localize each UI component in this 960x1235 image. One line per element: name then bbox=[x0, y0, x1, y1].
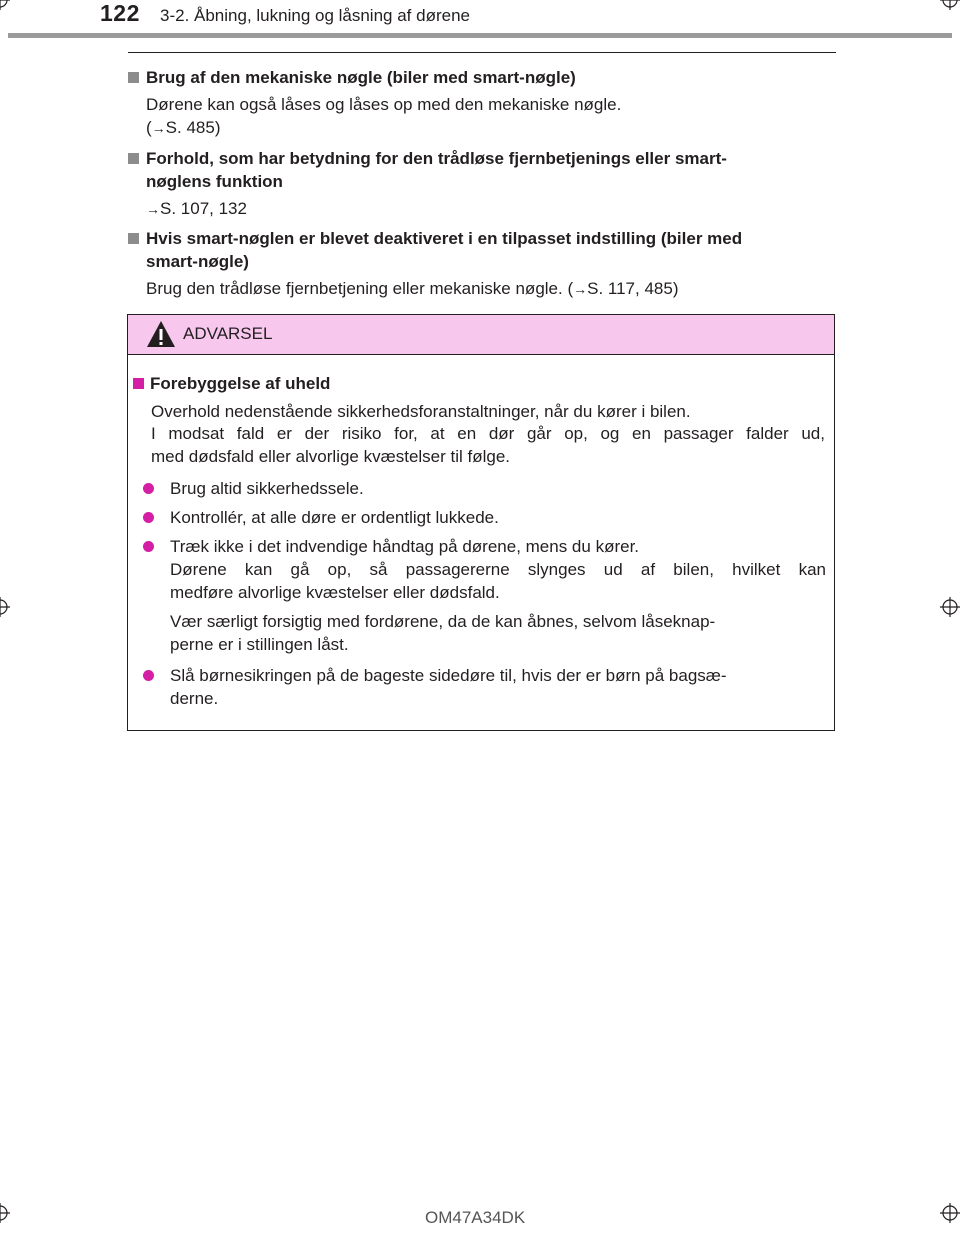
crosshair-registration-icon bbox=[0, 597, 10, 617]
section-heading: Forhold, som har betydning for den trådløse fjernbetjenings eller smart- bbox=[128, 147, 727, 170]
warning-bullet-line: medføre alvorlige kvæstelser eller dødsfald. bbox=[170, 583, 500, 602]
warning-bullet-line: Dørene kan gå op, så passagererne slynges ud af bilen, hvilket kan bbox=[170, 560, 826, 579]
square-bullet-icon bbox=[128, 233, 139, 244]
page-section-title: 3-2. Åbning, lukning og låsning af dørene bbox=[160, 6, 470, 25]
warning-title: ADVARSEL bbox=[183, 324, 273, 343]
section-text: Brug den trådløse fjernbetjening eller mekaniske nøgle. (→S. 117, 485) bbox=[146, 279, 679, 298]
content-top-rule bbox=[128, 52, 836, 53]
header-rule bbox=[8, 33, 952, 38]
warning-triangle-icon bbox=[146, 320, 176, 348]
section-heading: Brug af den mekaniske nøgle (biler med smart-nøgle) bbox=[128, 66, 576, 89]
warning-box bbox=[127, 314, 835, 731]
bullet-dot-icon bbox=[143, 483, 154, 494]
section-heading: Hvis smart-nøglen er blevet deaktiveret i en tilpasset indstilling (biler med bbox=[128, 227, 742, 250]
warning-header bbox=[128, 315, 834, 355]
warning-bullet: Slå børnesikringen på de bageste sidedøre til, hvis der er børn på bagsæ- bbox=[170, 666, 727, 685]
crosshair-registration-icon bbox=[0, 1203, 10, 1223]
square-bullet-icon bbox=[133, 378, 144, 389]
crosshair-registration-icon bbox=[940, 0, 960, 10]
warning-bullet-line: derne. bbox=[170, 689, 219, 708]
footer-watermark: OM47A34DK bbox=[425, 1208, 526, 1227]
square-bullet-icon bbox=[128, 153, 139, 164]
warning-bullet: Kontrollér, at alle døre er ordentligt lukkede. bbox=[170, 508, 499, 527]
page-number: 122 bbox=[100, 0, 140, 26]
warning-bullet-line: perne er i stillingen låst. bbox=[170, 635, 349, 654]
square-bullet-icon bbox=[128, 72, 139, 83]
warning-bullet-line: Vær særligt forsigtig med fordørene, da de kan åbnes, selvom låseknap- bbox=[170, 612, 716, 631]
section-reference: →S. 107, 132 bbox=[146, 199, 247, 218]
right-arrow-icon: → bbox=[151, 120, 166, 136]
warning-bullet: Brug altid sikkerhedssele. bbox=[170, 479, 364, 498]
section-heading-continued: smart-nøgle) bbox=[146, 252, 249, 271]
right-arrow-icon: → bbox=[146, 201, 160, 217]
warning-intro-line: I modsat fald er der risiko for, at en dør går op, og en passager falder ud, bbox=[151, 424, 825, 443]
warning-subheading: Forebyggelse af uheld bbox=[133, 372, 330, 395]
warning-intro-line: Overhold nedenstående sikkerhedsforanstaltninger, når du kører i bilen. bbox=[151, 402, 691, 421]
section-reference: (→S. 485) bbox=[146, 118, 221, 137]
bullet-dot-icon bbox=[143, 512, 154, 523]
crosshair-registration-icon bbox=[940, 1203, 960, 1223]
right-arrow-icon: → bbox=[573, 281, 588, 297]
warning-bullet: Træk ikke i det indvendige håndtag på dørene, mens du kører. bbox=[170, 537, 640, 556]
bullet-dot-icon bbox=[143, 541, 154, 552]
crosshair-registration-icon bbox=[940, 597, 960, 617]
section-heading-continued: nøglens funktion bbox=[146, 172, 283, 191]
section-text: Dørene kan også låses og låses op med den mekaniske nøgle. bbox=[146, 95, 622, 114]
warning-intro-line: med dødsfald eller alvorlige kvæstelser til følge. bbox=[151, 447, 511, 466]
bullet-dot-icon bbox=[143, 670, 154, 681]
crosshair-registration-icon bbox=[0, 0, 10, 10]
